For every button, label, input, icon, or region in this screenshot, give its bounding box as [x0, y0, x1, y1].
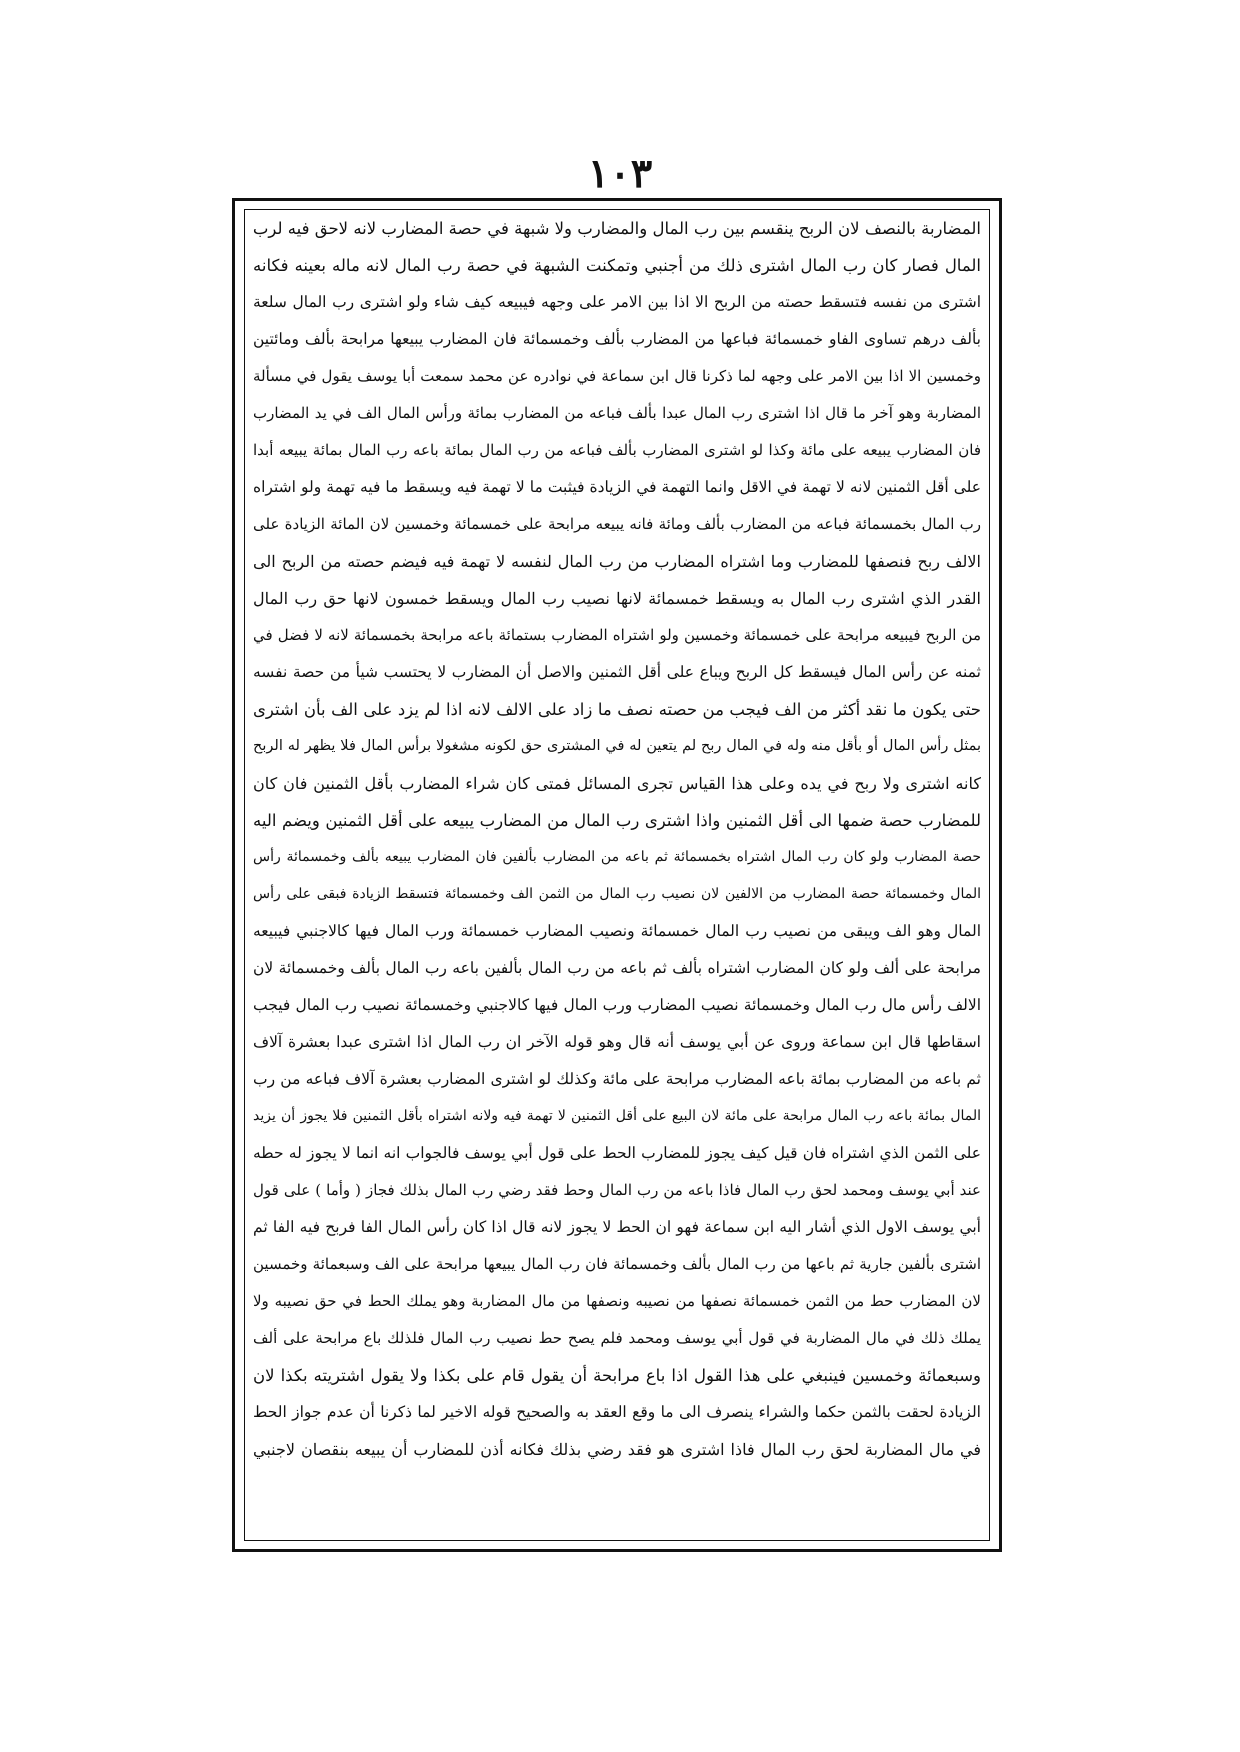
text-line: الالف ربح فنصفها للمضارب وما اشتراه المضارب من رب المال لنفسه لا تهمة فيه فيضم حصته من الربح الى — [253, 552, 981, 571]
text-line: يملك ذلك في مال المضاربة في قول أبي يوسف ومحمد فلم يصح حط نصيب رب المال فلذلك باع مرابحة على ألف — [253, 1329, 981, 1347]
text-line: المال فصار كان رب المال اشترى ذلك من أجنبي وتمكنت الشبهة في حصة رب المال لانه ماله بعينه فكانه — [253, 256, 981, 275]
text-line: في مال المضاربة لحق رب المال فاذا اشترى هو فقد رضي بذلك فكانه أذن للمضارب أن يبيعه بنقصان لاجنبي — [253, 1440, 981, 1459]
text-line: اشترى بألفين جارية ثم باعها من رب المال بألف وخمسمائة فان رب المال يبيعها مرابحة على الف وسبعمائة وخمسين — [253, 1255, 981, 1273]
text-line: ثمنه عن رأس المال فيسقط كل الربح ويباع على أقل الثمنين والاصل أن المضارب لا يحتسب شيأ من حصة نفسه — [253, 663, 981, 681]
text-line: وسبعمائة وخمسين فينبغي على هذا القول اذا باع مرابحة أن يقول قام على بكذا ولا يقول اشتريته بكذا لان — [253, 1366, 981, 1385]
text-line: كانه اشترى ولا ربح في يده وعلى هذا القياس تجرى المسائل فمتى كان شراء المضارب بأقل الثمنين فان كان — [253, 774, 981, 793]
text-line: حصة المضارب ولو كان رب المال اشتراه بخمسمائة ثم باعه من المضارب بألفين فان المضارب يبيعه بألف وخمسمائة رأس — [253, 849, 981, 865]
text-line: مرابحة على ألف ولو كان المضارب اشتراه بألف ثم باعه من رب المال بألفين باعه رب المال بألف وخمسمائة لان — [253, 959, 981, 977]
text-line: فان المضارب يبيعه على مائة وكذا لو اشترى المضارب بألف فباعه من رب المال بمائة باعه رب المال بمائة يبيعه أبدا — [253, 441, 981, 459]
text-line: المضاربة وهو آخر ما قال اذا اشترى رب المال عبدا بألف فباعه من المضارب بمائة ورأس المال الف في يد المضارب — [253, 404, 981, 422]
text-line: بألف درهم تساوى الفاو خمسمائة فباعها من المضارب بألف وخمسمائة فان المضارب يبيعها مرابحة بألف ومائتين — [253, 330, 981, 348]
text-line: اسقاطها قال ابن سماعة وروى عن أبي يوسف أنه قال وهو قوله الآخر ان رب المال اذا اشترى عبدا بعشرة آلاف — [253, 1033, 981, 1051]
text-line: اشترى من نفسه فتسقط حصته من الربح الا اذا بين الامر على وجهه فيبيعه كيف شاء ولو اشترى رب المال سلعة — [253, 293, 981, 311]
text-body — [253, 210, 981, 1468]
text-line: وخمسين الا اذا بين الامر على وجهه لما ذكرنا قال ابن سماعة في نوادره عن محمد سمعت أبا يوسف يقول في مسألة — [253, 367, 981, 385]
text-line: حتى يكون ما نقد أكثر من الف فيجب من حصته نصف ما زاد على الالف لانه اذا لم يزد على الف بأن اشترى — [253, 700, 981, 719]
text-frame — [244, 209, 990, 1541]
text-line: بمثل رأس المال أو بأقل منه وله في المال ربح لم يتعين له في المشترى حق لكونه مشغولا برأس المال فلا يظهر له الربح — [253, 738, 981, 754]
text-line: لان المضارب حط من الثمن خمسمائة نصفها من نصيبه ونصفها من مال المضاربة وهو يملك الحط في حق نصيبه ولا — [253, 1292, 981, 1310]
text-line: أبي يوسف الاول الذي أشار اليه ابن سماعة فهو ان الحط لا يجوز لانه قال اذا كان رأس المال الفا فربح فيه الفا ثم — [253, 1218, 981, 1236]
text-line: المضاربة بالنصف لان الربح ينقسم بين رب المال والمضارب ولا شبهة في حصة المضارب لانه لاحق فيه لرب — [253, 219, 981, 238]
text-line: الالف رأس مال رب المال وخمسمائة نصيب المضارب ورب المال فيها كالاجنبي وخمسمائة نصيب رب المال فيجب — [253, 996, 981, 1014]
page-number: ١٠٣ — [587, 150, 653, 197]
text-line: على أقل الثمنين لانه لا تهمة في الاقل وانما التهمة في الزيادة فيثبت ما لا تهمة فيه ويسقط ما فيه تهمة ولو اشتراه — [253, 478, 981, 496]
text-line: المال وهو الف ويبقى من نصيب رب المال خمسمائة ونصيب المضارب خمسمائة ورب المال فيها كالاجنبي فيبيعه — [253, 922, 981, 940]
text-line: عند أبي يوسف ومحمد لحق رب المال فاذا باعه من رب المال وحط فقد رضي رب المال بذلك فجاز ( وأما ) على قول — [253, 1181, 981, 1199]
text-line: المال وخمسمائة حصة المضارب من الالفين لان نصيب رب المال من الثمن الف وخمسمائة فتسقط الزيادة فبقى على رأس — [253, 886, 981, 902]
text-line: للمضارب حصة ضمها الى أقل الثمنين واذا اشترى رب المال من المضارب يبيعه على أقل الثمنين ويضم اليه — [253, 811, 981, 830]
text-line: الزيادة لحقت بالثمن حكما والشراء ينصرف الى ما وقع العقد به والصحيح قوله الاخير لما ذكرنا أن عدم جواز الحط — [253, 1403, 981, 1421]
text-line: رب المال بخمسمائة فباعه من المضارب بألف ومائة فانه يبيعه مرابحة على خمسمائة وخمسين لان المائة الزيادة على — [253, 515, 981, 533]
text-line: المال بمائة باعه رب المال مرابحة على مائة لان البيع على أقل الثمنين لا تهمة فيه ولانه اشتراه بأقل الثمنين فلا يجوز أن يزيد — [253, 1108, 981, 1124]
text-line: القدر الذي اشترى رب المال به ويسقط خمسمائة لانها نصيب رب المال ويسقط خمسون لانها حق رب المال — [253, 589, 981, 608]
text-line: ثم باعه من المضارب بمائة باعه المضارب مرابحة على مائة وكذلك لو اشترى المضارب بعشرة آلاف فباعه من رب — [253, 1070, 981, 1088]
text-line: من الربح فيبيعه مرابحة على خمسمائة وخمسين ولو اشتراه المضارب بستمائة باعه مرابحة بخمسمائة لانه لا فضل في — [253, 626, 981, 644]
text-line: على الثمن الذي اشتراه فان قيل كيف يجوز للمضارب الحط على قول أبي يوسف فالجواب انه انما لا يجوز له حطه — [253, 1144, 981, 1162]
